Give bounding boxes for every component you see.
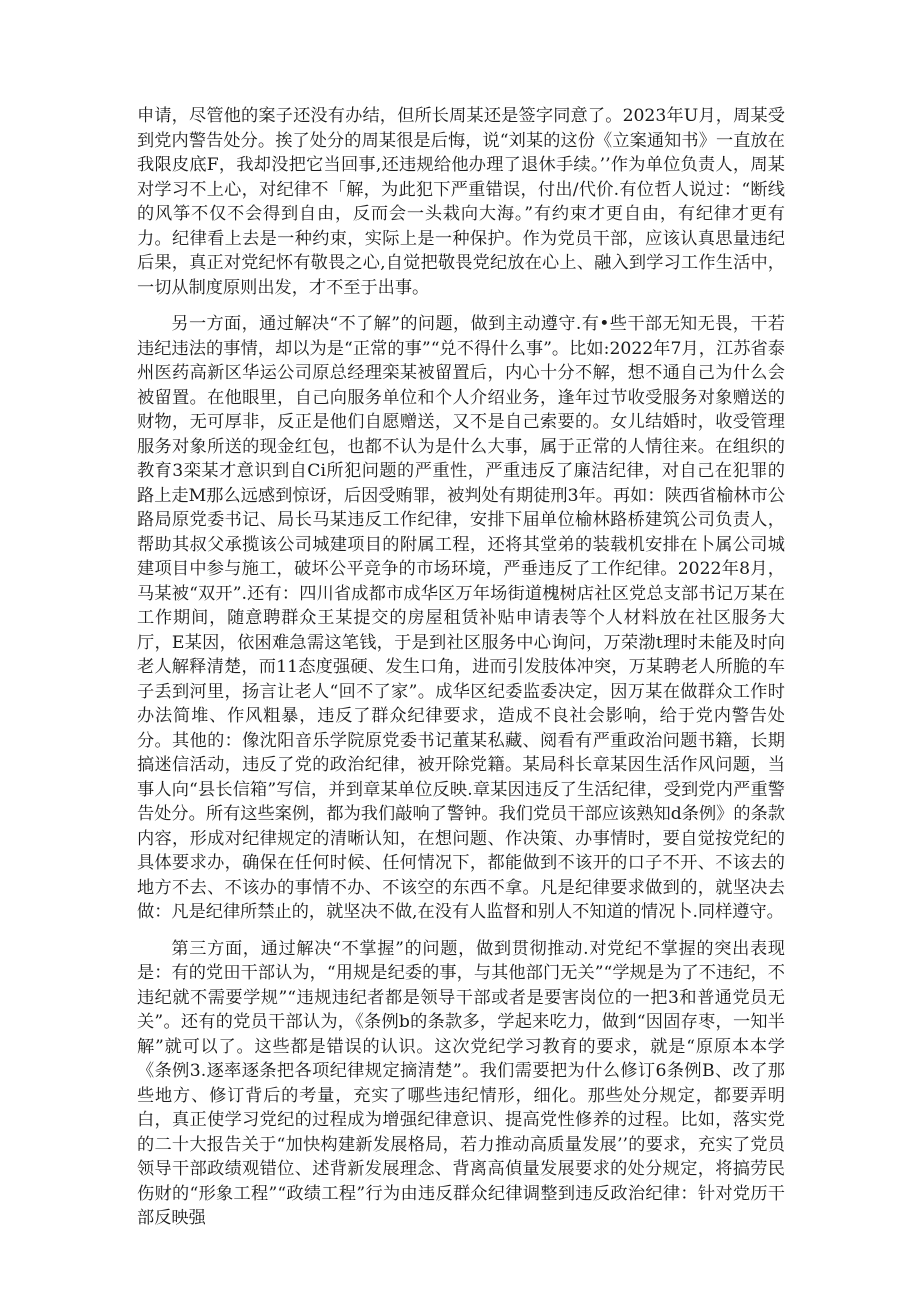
document-body xyxy=(137,104,785,1243)
paragraph-1: 申请，尽管他的案子还没有办结，但所长周某还是签字同意了。2023年U月，周某受到党内警告处分。挨了处分的周某很是后悔，说“刘某的这份《立案通知书》一直放在我限皮底F，我却没把它当回事,还违规给他办理了退休手续。’’作为单位负责人，周某对学习不上心，对纪律不「解，为此犯下严重错误，付出/代价.有位哲人说过：“断线的风筝不仅不会得到自由，反而会一头栽向大海。”有约束才更自由，有纪律才更有力。纪律看上去是一种约束，实际上是一种保护。作为党员干部，应该认真思量违纪后果，真正对党纪怀有敬畏之心,自觉把敬畏党纪放在心上、融入到学习工作生活中，一切从制度原则出发，才不至于出事。 xyxy=(137,106,785,298)
paragraph-2: 另一方面，通过解决“不了解”的问题，做到主动遵守.有•些干部无知无畏，干若违纪违法的事情，却以为是“正常的事”“兑不得什么事”。比如:2022年7月，江苏省泰州医药高新区华运公司原总经理栾某被留置后，内心十分不解，想不通自己为什么会被留置。在他眼里，自己向服务单位和个人介绍业务，逢年过节收受服务对象赠送的财物，无可厚非，反正是他们自愿赠送，又不是自己索要的。女儿结婚时，收受管理服务对象所送的现金红包，也都不认为是什么大事，属于正常的人情往来。在组织的教育3栾某才意识到自Ci所犯问题的严重性，严重违反了廉洁纪律，对自己在犯罪的路上走M那么远感到惊讶，后因受贿罪，被判处有期徒刑3年。再如：陕西省榆林市公路局原党委书记、局长马某违反工作纪律，安排下届单位榆林路桥建筑公司负责人，帮助其叔父承揽该公司城建项目的附属工程，还将其堂弟的装载机安排在卜属公司城建项目中参与施工，破坏公平竞争的市场环境，严垂违反了工作纪律。2022年8月，马某被“双开”.还有：四川省成都市成华区万年场街道槐树店社区党总支部书记万某在工作期间，随意聘群众王某提交的房屋租赁补贴申请表等个人材料放在社区服务大厅，E某因，依困难急需这笔钱，于是到社区服务中心询问，万荣渤t理时未能及时向老人解释清楚，而11态度强硬、发生口角，进而引发肢体冲突，万某聘老人所脆的车子丢到河里，扬言让老人“回不了家”。成华区纪委监委决定，因万某在做群众工作时办法简堆、作风粗暴，违反了群众纪律要求，造成不良社会影响，给于党内警告处分。其他的：像沈阳音乐学院原党委书记董某私藏、阅看有严重政治问题书籍，长期搞迷信活动，违反了党的政治纪律，被开除党籍。某局科长章某因生活作风问题，当事人向“县长信箱”写信，并到章某单位反映.章某因违反了生活纪律，受到党内严重警告处分。所有这些案例，都为我们敲响了警钟。我们党员干部应该熟知d条例》的条款内容，形成对纪律规定的清晰认知，在想问题、作决策、办事情时，要自觉按党纪的具体要求办，确保在任何时候、任何情况下，都能做到不该开的口子不开、不该去的地方不去、不该办的事情不办、不该空的东西不拿。凡是纪律要求做到的，就坚决去做：凡是纪律所禁止的，就坚决不做,在没有人监督和别人不知道的情况卜.同样遵守。 xyxy=(137,314,785,922)
paragraph-3: 第三方面，通过解决“不掌握”的问题，做到贯彻推动.对党纪不掌握的突出表现是：有的党田干部认为，“用规是纪委的事，与其他部门无关”“学规是为了不违纪，不违纪就不需要学规”“违规违纪者都是领导干部或者是要害岗位的一把3和普通党员无关”。还有的党员干部认为，《条例b的条款多，学起来吃力，做到“因固存枣，一知半解”就可以了。这些都是错误的认识。这次党纪学习教育的要求，就是“原原本本学《条例3.逐率逐条把各项纪律规定摘清楚”。我们需要把为什么修订6条例B、改了那些地方、修订背后的考量，充实了哪些违纪情形，细化。那些处分规定，都要弄明白，真正使学习党纪的过程成为增强纪律意识、提高党性修养的过程。比如，落实党的二十大报告关于“加快构建新发展格局，若力推动高质量发展’’的要求，充实了党员领导干部政绩观错位、述背新发展理念、背离高偵量发展要求的处分规定，将搞劳民伤财的“形象工程”“政绩工程”行为由违反群众纪律调整到违反政治纪律：针对党历干部反映强 xyxy=(137,938,785,1228)
